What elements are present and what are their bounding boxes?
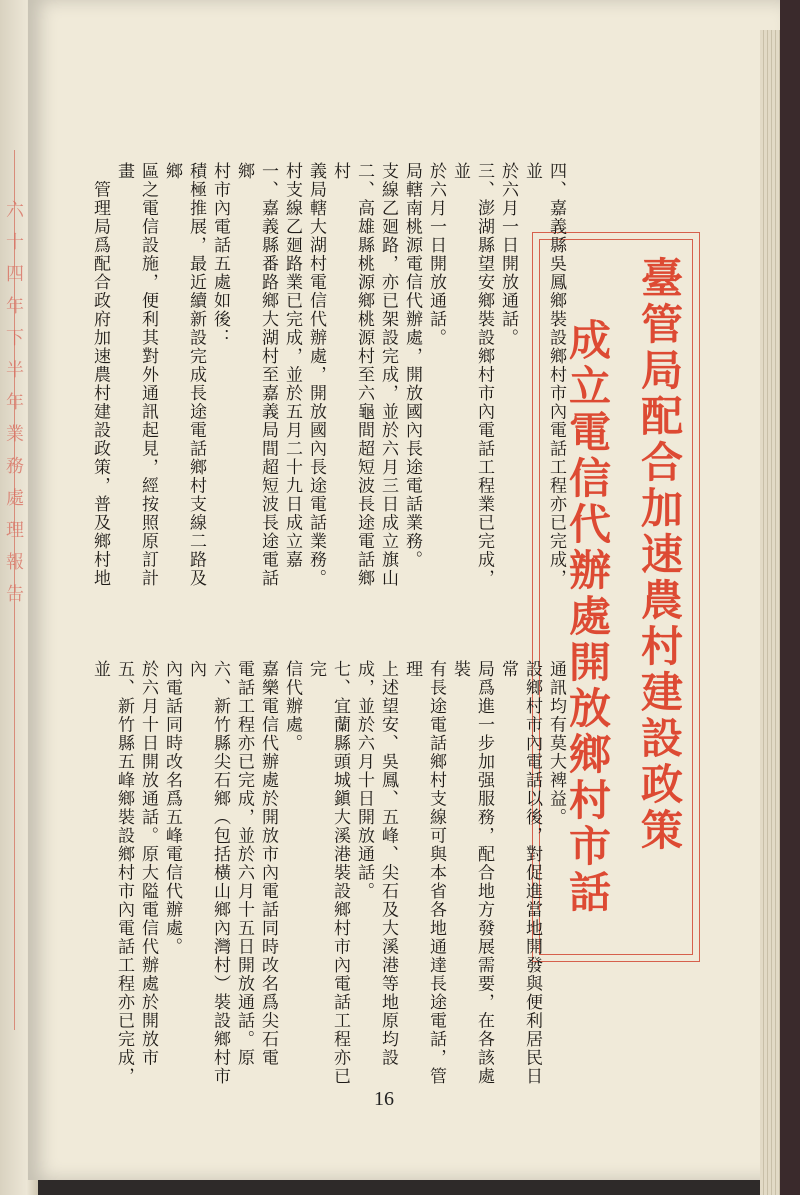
text-line: 村支線乙廻路業已完成，並於五月二十九日成立嘉	[282, 162, 302, 569]
text-line: 設鄉村市內電話以後，對促進當地開發與便利居民日常	[498, 660, 542, 1086]
body-upper-block	[88, 162, 568, 602]
text-line: 二、高雄縣桃源鄉桃源村至六龜間超短波長途電話鄉村	[330, 162, 374, 588]
text-line: 三、澎湖縣望安鄉裝設鄉村市內電話工程業已完成，並	[450, 162, 494, 588]
text-line: 有長途電話鄉村支線可與本省各地通達長途電話，管理	[402, 660, 446, 1086]
text-line: 義局轄大湖村電信代辦處，開放國內長途電話業務。	[306, 162, 326, 588]
text-line: 嘉樂電信代辦處於開放市內電話同時改名爲尖石電	[258, 660, 278, 1067]
text-line: 管理局爲配合政府加速農村建設政策，普及鄉村地	[90, 162, 110, 588]
running-side-title: 六十四年下半年業務處理報告	[3, 200, 24, 616]
page-number: 16	[374, 1088, 394, 1110]
text-line: 於六月一日開放通話。	[426, 162, 446, 347]
book-cover-edge	[780, 0, 800, 1195]
text-line: 上述望安、吳鳳、五峰、尖石及大溪港等地原均設	[378, 660, 398, 1067]
body-lower-block	[88, 660, 568, 1090]
text-line: 一、嘉義縣番路鄉大湖村至嘉義局間超短波長途電話鄉	[234, 162, 278, 588]
text-line: 五、新竹縣五峰鄉裝設鄉村市內電話工程亦已完成，並	[90, 660, 134, 1086]
text-line: 區之電信設施，便利其對外通訊起見，經按照原訂計畫	[114, 162, 158, 588]
text-line: 電話工程亦已完成，並於六月十五日開放通話。原	[234, 660, 254, 1067]
text-line: 信代辦處。	[282, 660, 302, 753]
text-line: 四、嘉義縣吳鳳鄉裝設鄉村市內電話工程亦已完成，並	[522, 162, 566, 588]
text-line: 於六月一日開放通話。	[498, 162, 518, 347]
text-line: 內電話同時改名爲五峰電信代辦處。	[162, 660, 182, 956]
text-line: 支線乙廻路，亦已架設完成，並於六月三日成立旗山	[378, 162, 398, 588]
text-line: 成，並於六月十日開放通話。	[354, 660, 374, 901]
headline-line-1: 臺管局配合加速農村建設政策	[635, 256, 684, 854]
headline-line-2: 成立電信代辦處開放鄉村市話	[563, 318, 612, 916]
text-line: 於六月十日開放通話。原大隘電信代辦處於開放市	[138, 660, 158, 1067]
text-line: 局轄南桃源電信代辦處，開放國內長途電話業務。	[402, 162, 422, 569]
text-line: 七、宜蘭縣頭城鎭大溪港裝設鄉村市內電話工程亦已完	[306, 660, 350, 1086]
text-line: 六、新竹縣尖石鄉（包括橫山鄉內灣村）裝設鄉村市內	[186, 660, 230, 1086]
text-line: 積極推展，最近續新設完成長途電話鄉村支線二路及鄉	[162, 162, 206, 588]
text-line: 村市內電話五處如後：	[210, 162, 230, 347]
text-line: 局爲進一步加强服務，配合地方發展需要，在各該處裝	[450, 660, 494, 1086]
text-line: 通訊均有莫大裨益。	[546, 660, 566, 827]
